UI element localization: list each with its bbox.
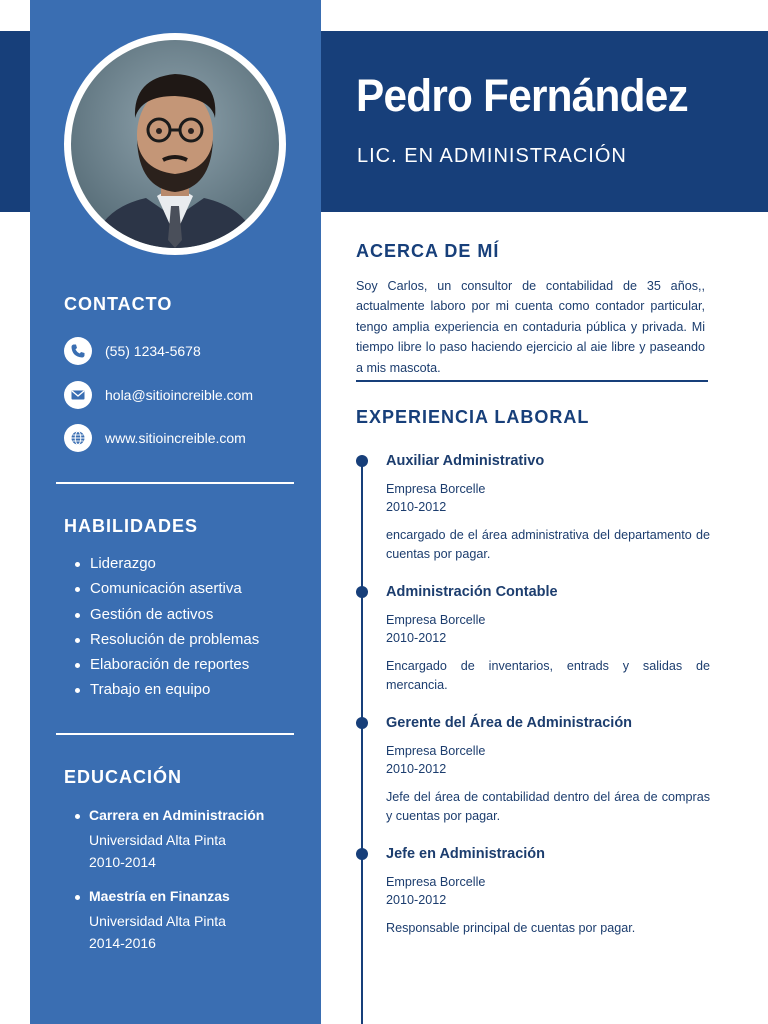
- candidate-name: Pedro Fernández: [356, 70, 688, 121]
- education-school: Universidad Alta Pinta: [89, 832, 226, 848]
- education-school: Universidad Alta Pinta: [89, 913, 226, 929]
- education-degree: Maestría en Finanzas: [75, 888, 230, 904]
- skill-item: Trabajo en equipo: [75, 679, 259, 704]
- job-description: Responsable principal de cuentas por pagar.: [386, 921, 636, 935]
- education-heading: EDUCACIÓN: [64, 767, 183, 787]
- timeline-dot: [356, 455, 368, 467]
- job-title: Jefe en Administración: [386, 846, 546, 862]
- skill-item: Resolución de problemas: [75, 629, 259, 654]
- job-description: encargado de el área administrativa del departamento de cuentas por pagar.: [386, 528, 710, 561]
- job-entry: [386, 844, 710, 938]
- skill-item: Gestión de activos: [75, 604, 259, 629]
- experience-heading: EXPERIENCIA LABORAL: [356, 407, 590, 427]
- education-item: [75, 888, 230, 954]
- job-description: Encargado de inventarios, entrads y salidas de mercancia.: [386, 659, 710, 692]
- job-title: Auxiliar Administrativo: [386, 453, 545, 469]
- timeline-dot: [356, 848, 368, 860]
- job-dates: 2010-2012: [386, 500, 447, 514]
- job-title: Gerente del Área de Administración: [386, 715, 633, 731]
- job-company: Empresa Borcelle: [386, 744, 486, 758]
- skills-heading: HABILIDADES: [64, 516, 199, 536]
- skill-item: Liderazgo: [75, 553, 259, 578]
- about-divider: [356, 380, 708, 382]
- contact-email-text: hola@sitioincreible.com: [105, 387, 254, 403]
- job-entry: [386, 451, 710, 564]
- education-years: 2014-2016: [89, 935, 156, 951]
- about-text: Soy Carlos, un consultor de contabilidad de 35 años,, actualmente laboro por mi cuenta como contador particular, tengo amplia experiencia en contaduria pública y privada. Mi tiempo libre lo paso haciendo ejercicio al aie libre y paseando a mis mascota.: [356, 279, 705, 375]
- contact-heading: CONTACTO: [64, 294, 173, 314]
- job-dates: 2010-2012: [386, 762, 447, 776]
- profile-photo: [71, 40, 279, 248]
- job-title: Administración Contable: [386, 584, 558, 600]
- sidebar-divider: [56, 482, 294, 484]
- email-icon: [64, 381, 92, 409]
- about-heading: ACERCA DE MÍ: [356, 241, 500, 261]
- skill-item: Elaboración de reportes: [75, 654, 259, 679]
- job-entry: [386, 713, 710, 826]
- job-company: Empresa Borcelle: [386, 613, 486, 627]
- timeline-line: [361, 460, 363, 1024]
- contact-website: [64, 423, 246, 453]
- job-entry: [386, 582, 710, 695]
- education-item: [75, 807, 264, 873]
- skill-item: Comunicación asertiva: [75, 578, 259, 603]
- contact-phone-text: (55) 1234-5678: [105, 343, 201, 359]
- job-company: Empresa Borcelle: [386, 875, 486, 889]
- timeline-dot: [356, 586, 368, 598]
- contact-phone: [64, 336, 201, 366]
- education-years: 2010-2014: [89, 854, 156, 870]
- contact-website-text: www.sitioincreible.com: [105, 430, 246, 446]
- job-description: Jefe del área de contabilidad dentro del área de compras y cuentas por pagar.: [386, 790, 710, 823]
- job-dates: 2010-2012: [386, 893, 447, 907]
- skills-list: [75, 553, 259, 705]
- job-dates: 2010-2012: [386, 631, 447, 645]
- candidate-title: LIC. EN ADMINISTRACIÓN: [357, 145, 627, 167]
- timeline-dot: [356, 717, 368, 729]
- education-degree: Carrera en Administración: [75, 807, 264, 823]
- phone-icon: [64, 337, 92, 365]
- contact-email: [64, 380, 253, 410]
- globe-icon: [64, 424, 92, 452]
- job-company: Empresa Borcelle: [386, 482, 486, 496]
- sidebar-divider: [56, 733, 294, 735]
